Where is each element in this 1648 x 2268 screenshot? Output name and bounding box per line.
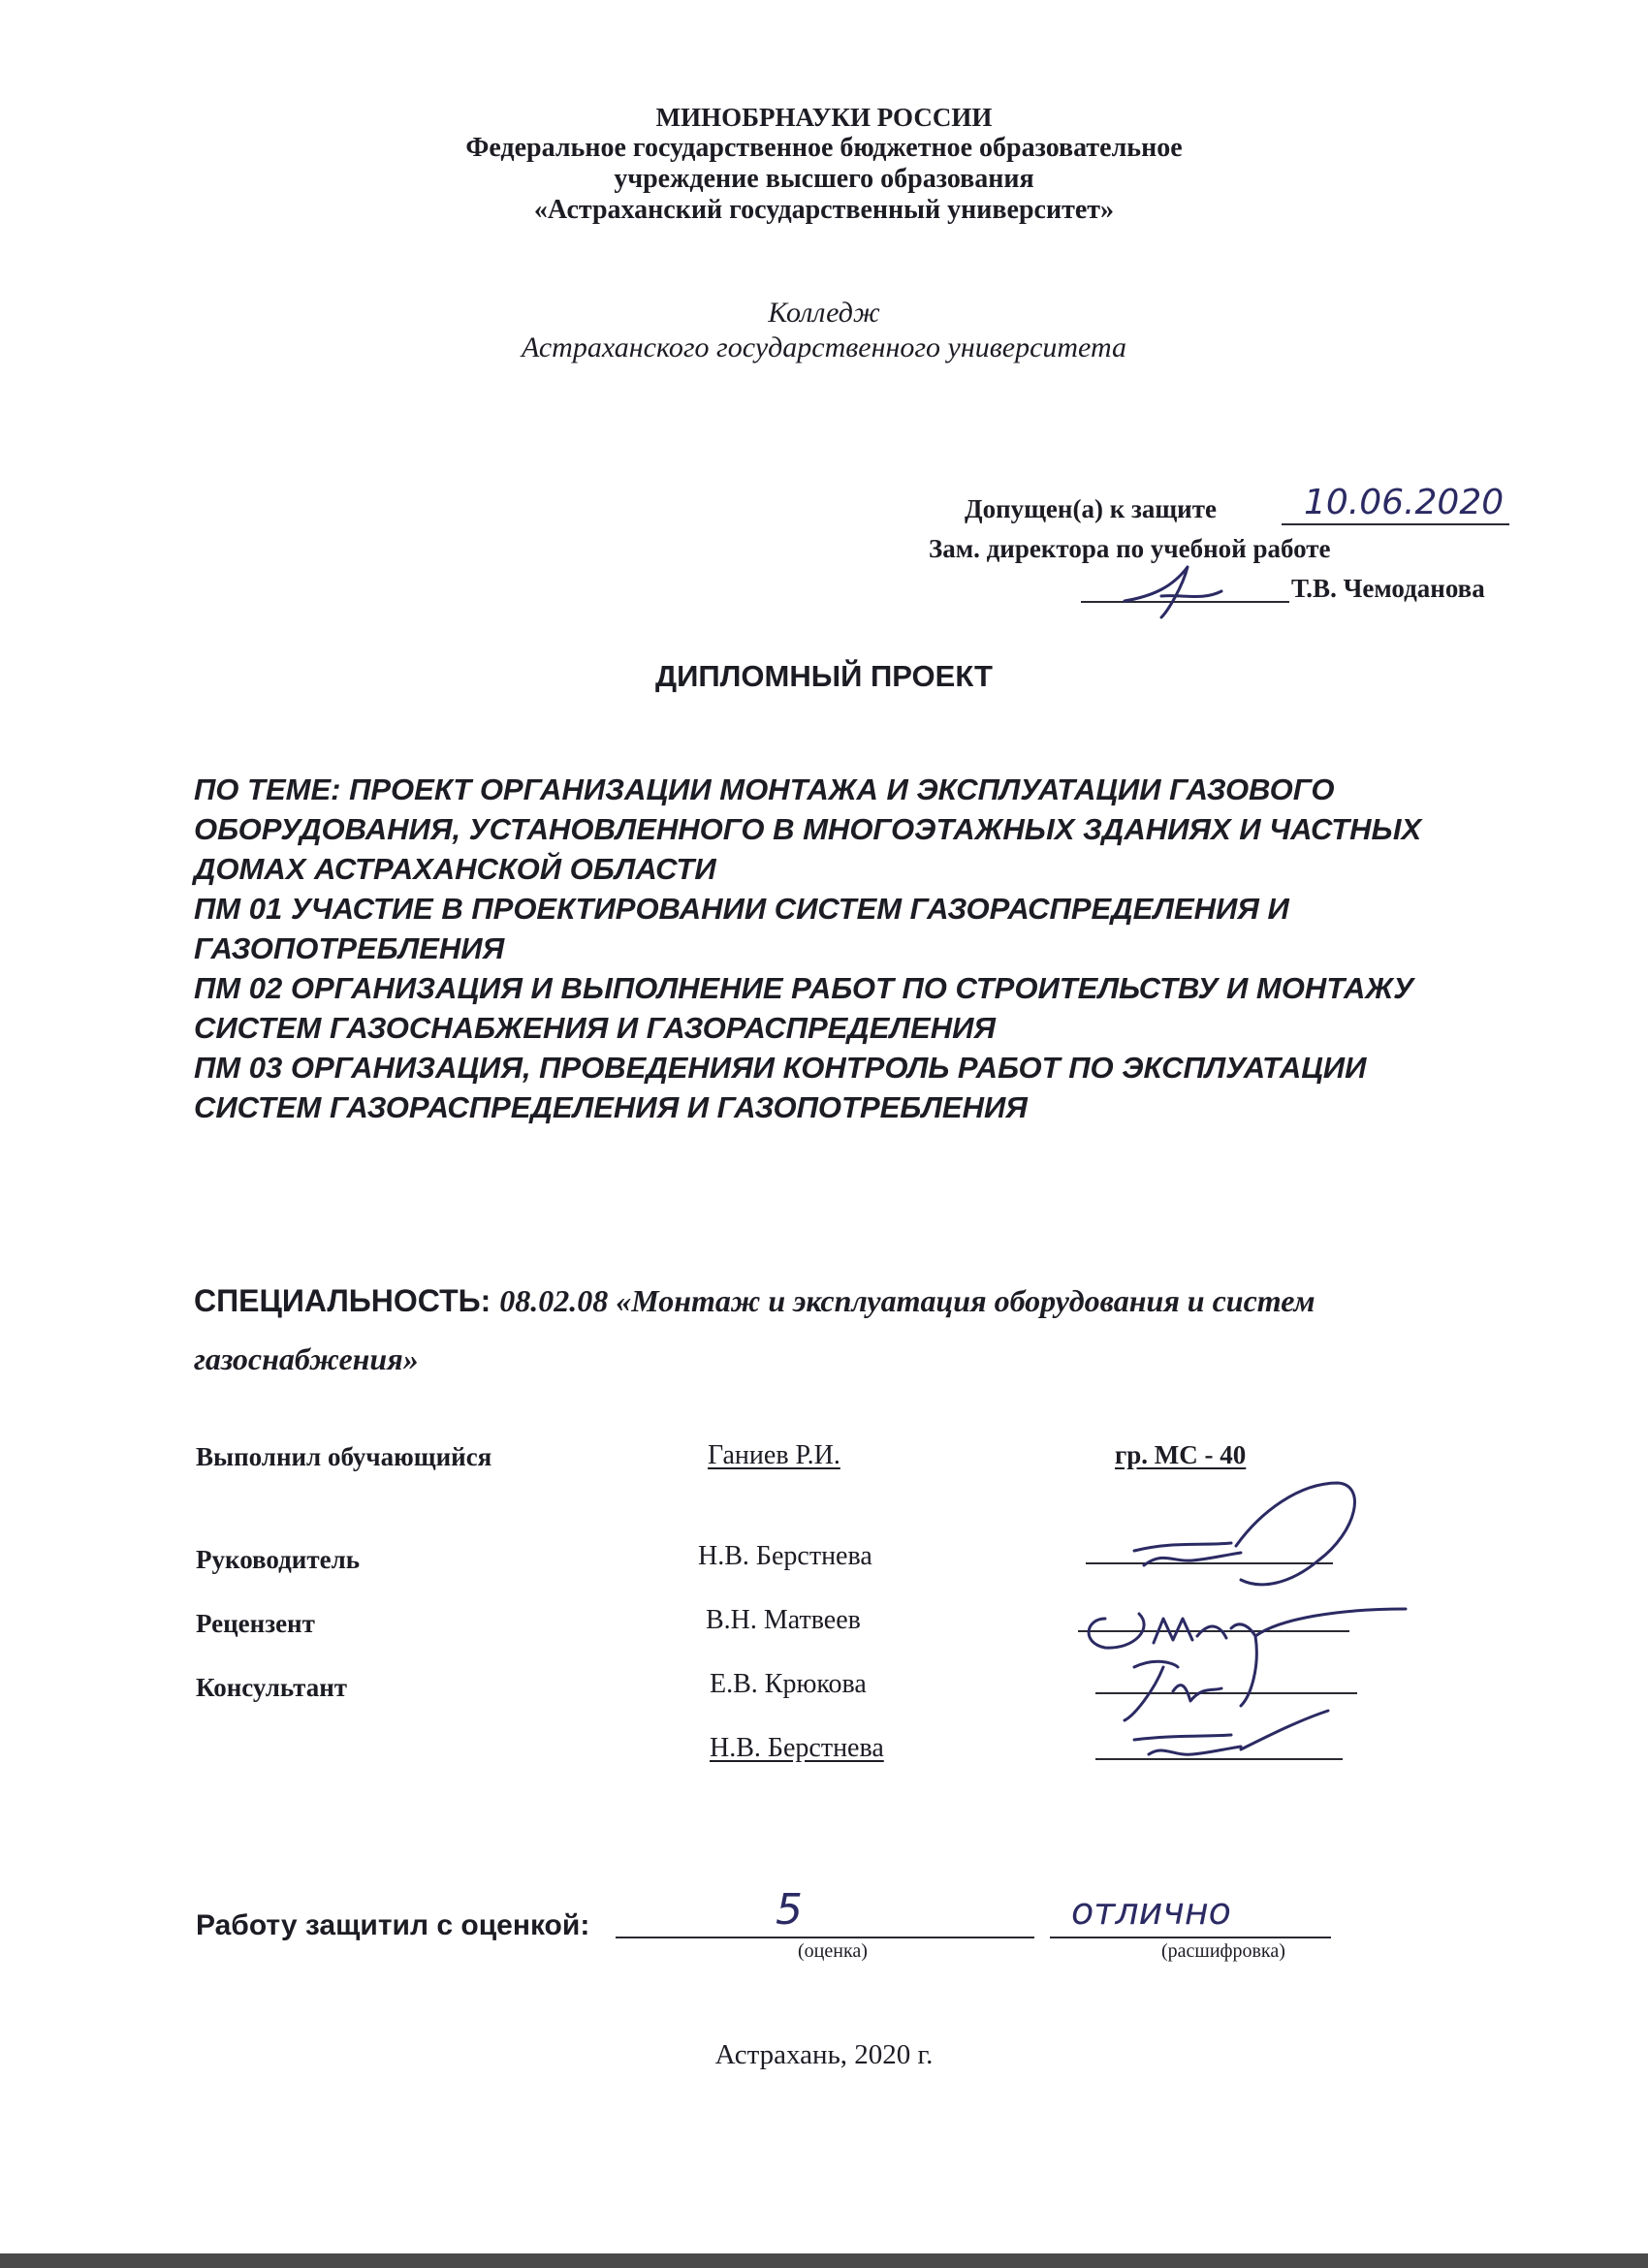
header-line-1: МИНОБРНАУКИ РОССИИ bbox=[655, 103, 993, 132]
reviewer-name: В.Н. Матвеев bbox=[706, 1605, 861, 1635]
reviewer-signature bbox=[1089, 1609, 1406, 1706]
student-name: Ганиев Р.И. bbox=[708, 1440, 840, 1470]
grade-handwritten: 5 bbox=[776, 1885, 803, 1935]
grade-text-line bbox=[1050, 1937, 1331, 1938]
document-title: ДИПЛОМНЫЙ ПРОЕКТ bbox=[655, 659, 993, 693]
header-line-3: учреждение высшего образования bbox=[614, 164, 1034, 194]
consultant-2-name: Н.В. Берстнева bbox=[710, 1733, 884, 1763]
admitted-date-handwritten: 10.06.2020 bbox=[1304, 483, 1505, 522]
approval-name: Т.В. Чемоданова bbox=[1291, 574, 1485, 603]
header-line-4: «Астраханский государственный университет» bbox=[533, 195, 1115, 225]
theme-line: СИСТЕМ ГАЗОРАСПРЕДЕЛЕНИЯ И ГАЗОПОТРЕБЛЕНИЯ bbox=[194, 1090, 1028, 1124]
theme-line: ПО ТЕМЕ: ПРОЕКТ ОРГАНИЗАЦИИ МОНТАЖА И ЭКСПЛУАТАЦИИ ГАЗОВОГО bbox=[194, 772, 1335, 806]
header-line-2: Федеральное государственное бюджетное образовательное bbox=[465, 133, 1183, 163]
theme-line: ГАЗОПОТРЕБЛЕНИЯ bbox=[194, 931, 505, 965]
supervisor-label: Руководитель bbox=[196, 1545, 361, 1574]
footer-city-year: Астрахань, 2020 г. bbox=[714, 2039, 934, 2070]
scan-bottom-edge bbox=[0, 2253, 1648, 2268]
consultant-2-signature bbox=[1134, 1711, 1328, 1754]
project-theme bbox=[194, 770, 1551, 1127]
college-line-1: Колледж bbox=[768, 297, 880, 329]
reviewer-label: Рецензент bbox=[196, 1609, 315, 1638]
college-name bbox=[0, 296, 1648, 365]
specialty-value: 08.02.08 «Монтаж и эксплуатация оборудования и систем bbox=[499, 1283, 1315, 1318]
supervisor-name: Н.В. Берстнева bbox=[698, 1541, 872, 1571]
grade-caption: (оценка) bbox=[798, 1940, 868, 1962]
signatures-cluster bbox=[1066, 1473, 1415, 1783]
grade-text-caption: (расшифровка) bbox=[1161, 1940, 1285, 1962]
theme-line: ДОМАХ АСТРАХАНСКОЙ ОБЛАСТИ bbox=[194, 852, 716, 886]
consultant-name: Е.В. Крюкова bbox=[710, 1669, 867, 1699]
theme-line: ОБОРУДОВАНИЯ, УСТАНОВЛЕННОГО В МНОГОЭТАЖНЫХ ЗДАНИЯХ И ЧАСТНЫХ bbox=[194, 812, 1422, 846]
consultant-signature bbox=[1125, 1661, 1221, 1720]
college-line-2: Астраханского государственного университета bbox=[521, 331, 1127, 363]
consultant-label: Консультант bbox=[196, 1673, 348, 1702]
student-group: гр. МС - 40 bbox=[1115, 1440, 1247, 1469]
admitted-date-line bbox=[1282, 523, 1509, 525]
specialty bbox=[194, 1272, 1315, 1388]
grade-line bbox=[616, 1937, 1034, 1938]
specialty-label: СПЕЦИАЛЬНОСТЬ: bbox=[194, 1283, 500, 1318]
supervisor-signature bbox=[1134, 1483, 1354, 1585]
admitted-label: Допущен(а) к защите bbox=[965, 494, 1217, 523]
specialty-value-continued: газоснабжения» bbox=[194, 1341, 419, 1376]
ministry-header bbox=[0, 102, 1648, 226]
student-label: Выполнил обучающийся bbox=[196, 1442, 492, 1471]
defense-label: Работу защитил с оценкой: bbox=[196, 1909, 590, 1941]
theme-line: ПМ 01 УЧАСТИЕ В ПРОЕКТИРОВАНИИ СИСТЕМ ГАЗОРАСПРЕДЕЛЕНИЯ И bbox=[194, 892, 1289, 926]
theme-line: ПМ 03 ОРГАНИЗАЦИЯ, ПРОВЕДЕНИЯИ КОНТРОЛЬ РАБОТ ПО ЭКСПЛУАТАЦИИ bbox=[194, 1051, 1367, 1085]
theme-line: ПМ 02 ОРГАНИЗАЦИЯ И ВЫПОЛНЕНИЕ РАБОТ ПО СТРОИТЕЛЬСТВУ И МОНТАЖУ bbox=[194, 971, 1414, 1005]
deputy-director-signature bbox=[1115, 557, 1241, 625]
approval-position: Зам. директора по учебной работе bbox=[929, 534, 1331, 563]
grade-text-handwritten: отлично bbox=[1071, 1890, 1231, 1933]
theme-line: СИСТЕМ ГАЗОСНАБЖЕНИЯ И ГАЗОРАСПРЕДЕЛЕНИЯ bbox=[194, 1011, 997, 1045]
